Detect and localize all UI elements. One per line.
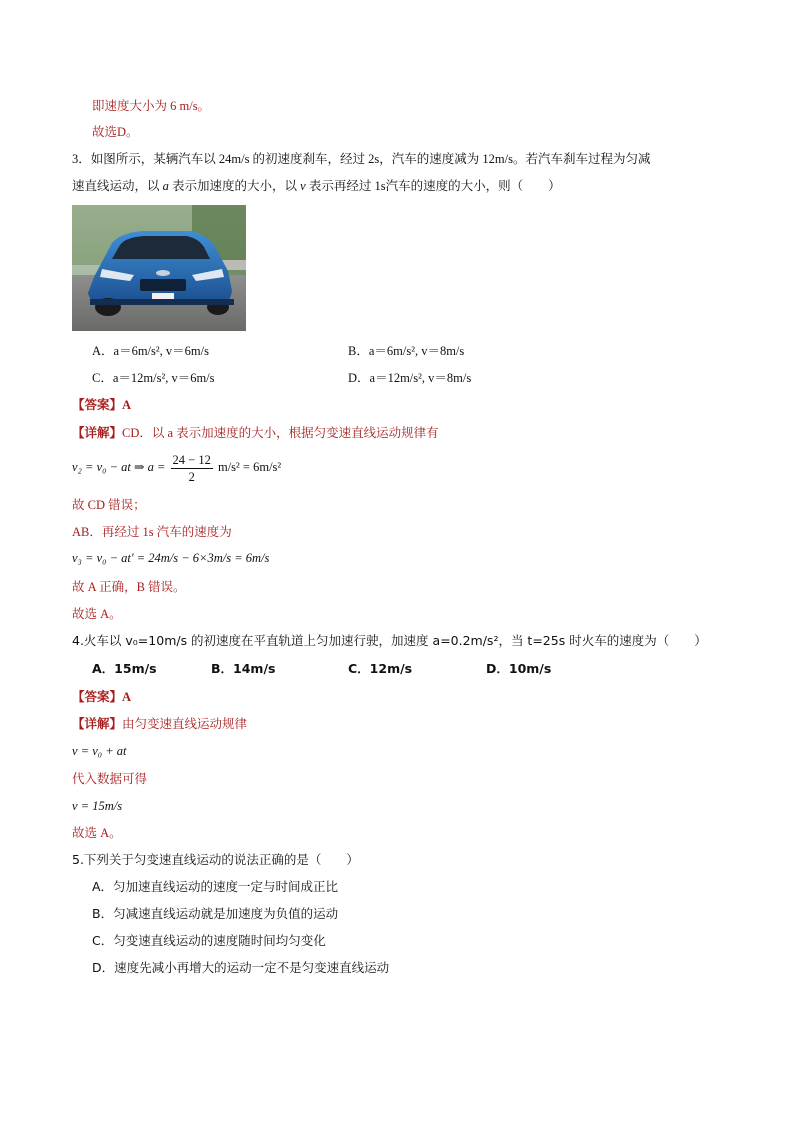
q4-option-c: C．12m/s: [348, 661, 413, 676]
q3-cd-wrong: 故 CD 错误；: [72, 498, 146, 512]
q4-option-a: A．15m/s: [92, 661, 157, 676]
q3-option-d: D．a＝12m/s², v＝8m/s: [348, 371, 472, 385]
q3-choice: 故选 A。: [72, 607, 122, 621]
q3-equation-2: v₃ = v₀ − at' = 24m/s − 6×3m/s = 6m/s: [72, 551, 270, 565]
q5-option-d: D．速度先减小再增大的运动一定不是匀变速直线运动: [92, 960, 390, 975]
q3-equation-1: v₂ = v₀ − at ⇒ a = $\frac{24 - 12}{2}$ m/s² = 6m/s²: [72, 452, 282, 484]
q4-substitute-text: 代入数据可得: [72, 772, 148, 786]
q3-detail: 【详解】CD．以 a 表示加速度的大小，根据匀变速直线运动规律有: [72, 426, 439, 440]
q3-option-a: A．a＝6m/s², v＝6m/s: [92, 344, 209, 358]
q4-option-d: D．10m/s: [486, 661, 552, 676]
q3-stem-line2: 速直线运动，以 a 表示加速度的大小，以 v 表示再经过 1s汽车的速度的大小，则（ ）: [72, 179, 561, 193]
q4-stem: 4.火车以 v₀=10m/s 的初速度在平直轨道上匀加速行驶，加速度 a=0.2m/s²，当 t=25s 时火车的速度为（ ）: [72, 633, 707, 648]
prev-choice-line: 故选D。: [92, 125, 139, 139]
q5-stem: 5.下列关于匀变速直线运动的说法正确的是（ ）: [72, 852, 359, 867]
q4-choice: 故选 A。: [72, 826, 122, 840]
fraction: $\frac{24 - 12}{2}$: [172, 452, 211, 484]
q3-answer: 【答案】A: [72, 398, 132, 412]
q4-option-b: B．14m/s: [211, 661, 276, 676]
q4-answer: 【答案】A: [72, 690, 132, 704]
q4-detail: 【详解】由匀变速直线运动规律: [72, 717, 248, 731]
q5-option-c: C．匀变速直线运动的速度随时间均匀变化: [92, 933, 326, 948]
q5-option-b: B．匀减速直线运动就是加速度为负值的运动: [92, 906, 339, 921]
car-photo: [72, 205, 246, 331]
prev-answer-line: 即速度大小为 6 m/s。: [92, 99, 211, 113]
q5-option-a: A．匀加速直线运动的速度一定与时间成正比: [92, 879, 339, 894]
q3-option-c: C．a＝12m/s², v＝6m/s: [92, 371, 215, 385]
q3-ab-text: AB．再经过 1s 汽车的速度为: [72, 525, 232, 539]
q3-stem-line1: 3．如图所示，某辆汽车以 24m/s 的初速度刹车，经过 2s，汽车的速度减为 12m/s。若汽车刹车过程为匀减: [72, 152, 651, 166]
q4-equation-2: v = 15m/s: [72, 799, 123, 813]
q3-ab-result: 故 A 正确，B 错误。: [72, 580, 186, 594]
q3-option-b: B．a＝6m/s², v＝8m/s: [348, 344, 465, 358]
q4-equation-1: v = v₀ + at: [72, 744, 127, 758]
